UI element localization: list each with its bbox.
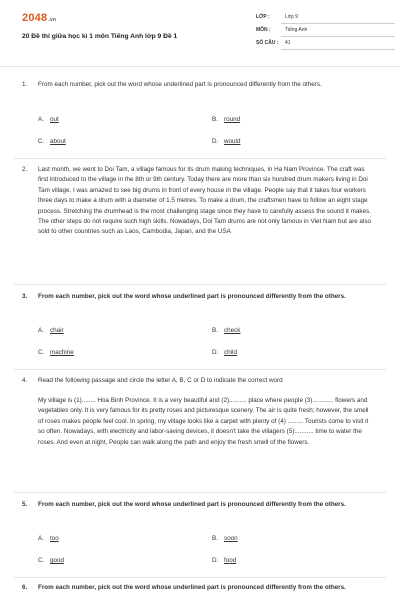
option-a[interactable]: A. too xyxy=(38,535,59,542)
question-4 xyxy=(22,376,374,386)
option-a[interactable]: A. chair xyxy=(38,327,64,334)
option-d[interactable]: D. food xyxy=(212,557,237,564)
divider xyxy=(14,158,386,159)
question-2 xyxy=(22,165,374,238)
question-text: Read the following passage and circle the letter A, B, C or D to indicate the correct word xyxy=(38,377,283,384)
meta-label-subject: MÔN : xyxy=(256,27,271,33)
option-d[interactable]: D. would xyxy=(212,138,241,145)
question-1 xyxy=(22,80,374,90)
option-b[interactable]: B. round xyxy=(212,116,241,123)
option-b[interactable]: B. check xyxy=(212,327,241,334)
question-number: 2. xyxy=(22,166,28,173)
option-d[interactable]: D. child xyxy=(212,349,237,356)
option-c[interactable]: C. about xyxy=(38,138,66,145)
divider xyxy=(14,577,386,578)
option-c[interactable]: C. machine xyxy=(38,349,74,356)
question-number: 3. xyxy=(22,293,28,300)
question-5 xyxy=(22,500,374,510)
question-number: 6. xyxy=(22,584,28,591)
question-6 xyxy=(22,583,374,593)
site-logo[interactable]: 2048.vn xyxy=(22,12,57,24)
question-number: 4. xyxy=(22,377,28,384)
meta-value-question-count: 41 xyxy=(281,40,395,50)
meta-label-class: LỚP : xyxy=(256,14,270,20)
option-c[interactable]: C. good xyxy=(38,557,65,564)
question-number: 1. xyxy=(22,81,28,88)
question-text: From each number, pick out the word whose underlined part is pronounced differently from the others. xyxy=(38,501,346,508)
meta-value-subject: Tiếng Anh xyxy=(281,27,395,37)
question-text: Last month, we went to Doi Tam, a village famous for its drum making techniques, in Ha Nam Province. The craft was first introduced to the village in the 8th or 9th century. Today there are more than six hundred drum makers living in Doi Tam village. I was amazed to see big drums in front of every house in the village. People say that it takes four workers three days to make a drum with a diameter of 1.5 metres. To make a drum, the craftsmen have to follow an eight stage process. Stretching the drumhead is the most challenging stage since they have to carefully assess the sound it makes. The other steps do not require such high skills. Nowadays, Doi Tam drums are not only famous in Viet Nam but are also sold to other countries such as Laos, Cambodia, Japan, and the USA xyxy=(38,166,371,236)
question-text: From each number, pick out the word whose underlined part is pronounced differently from the others. xyxy=(38,293,346,300)
divider xyxy=(14,284,386,285)
divider xyxy=(14,492,386,493)
document-title: 20 Đề thi giữa học kì 1 môn Tiếng Anh lớp 9 Đề 1 xyxy=(22,33,178,40)
meta-value-class: Lớp 9 xyxy=(281,14,395,24)
question-text: From each number, pick out the word whose underlined part is pronounced differently from the others. xyxy=(38,584,346,591)
option-b[interactable]: B. soon xyxy=(212,535,238,542)
option-a[interactable]: A. out xyxy=(38,116,59,123)
divider xyxy=(14,369,386,370)
document-meta xyxy=(256,14,395,53)
question-number: 5. xyxy=(22,501,28,508)
question-text: From each number, pick out the word whose underlined part is pronounced differently from the others. xyxy=(38,81,322,88)
question-3 xyxy=(22,292,374,302)
document-header xyxy=(0,0,400,67)
reading-passage: My village is (1)........ Hoa Binh Province. It is a very beautiful and (2).......... place where people (3)............ flowers and vegetables only. It is very famous for its pretty roses and picturesque scenery. The air is quite fresh; however, the smell of roses makes people feel cool. In spring, my village looks like a carpet with plenty of (4) ......... Tourists come to visit it so often. Nowadays, with electricity and labor-saving devices, it doesn't take the villagers (5)........... time to water the roses. And even at night, People can walk along the path and enjoy the fresh smell of the flowers. xyxy=(38,397,369,446)
meta-label-question-count: SỐ CÂU : xyxy=(256,40,279,46)
